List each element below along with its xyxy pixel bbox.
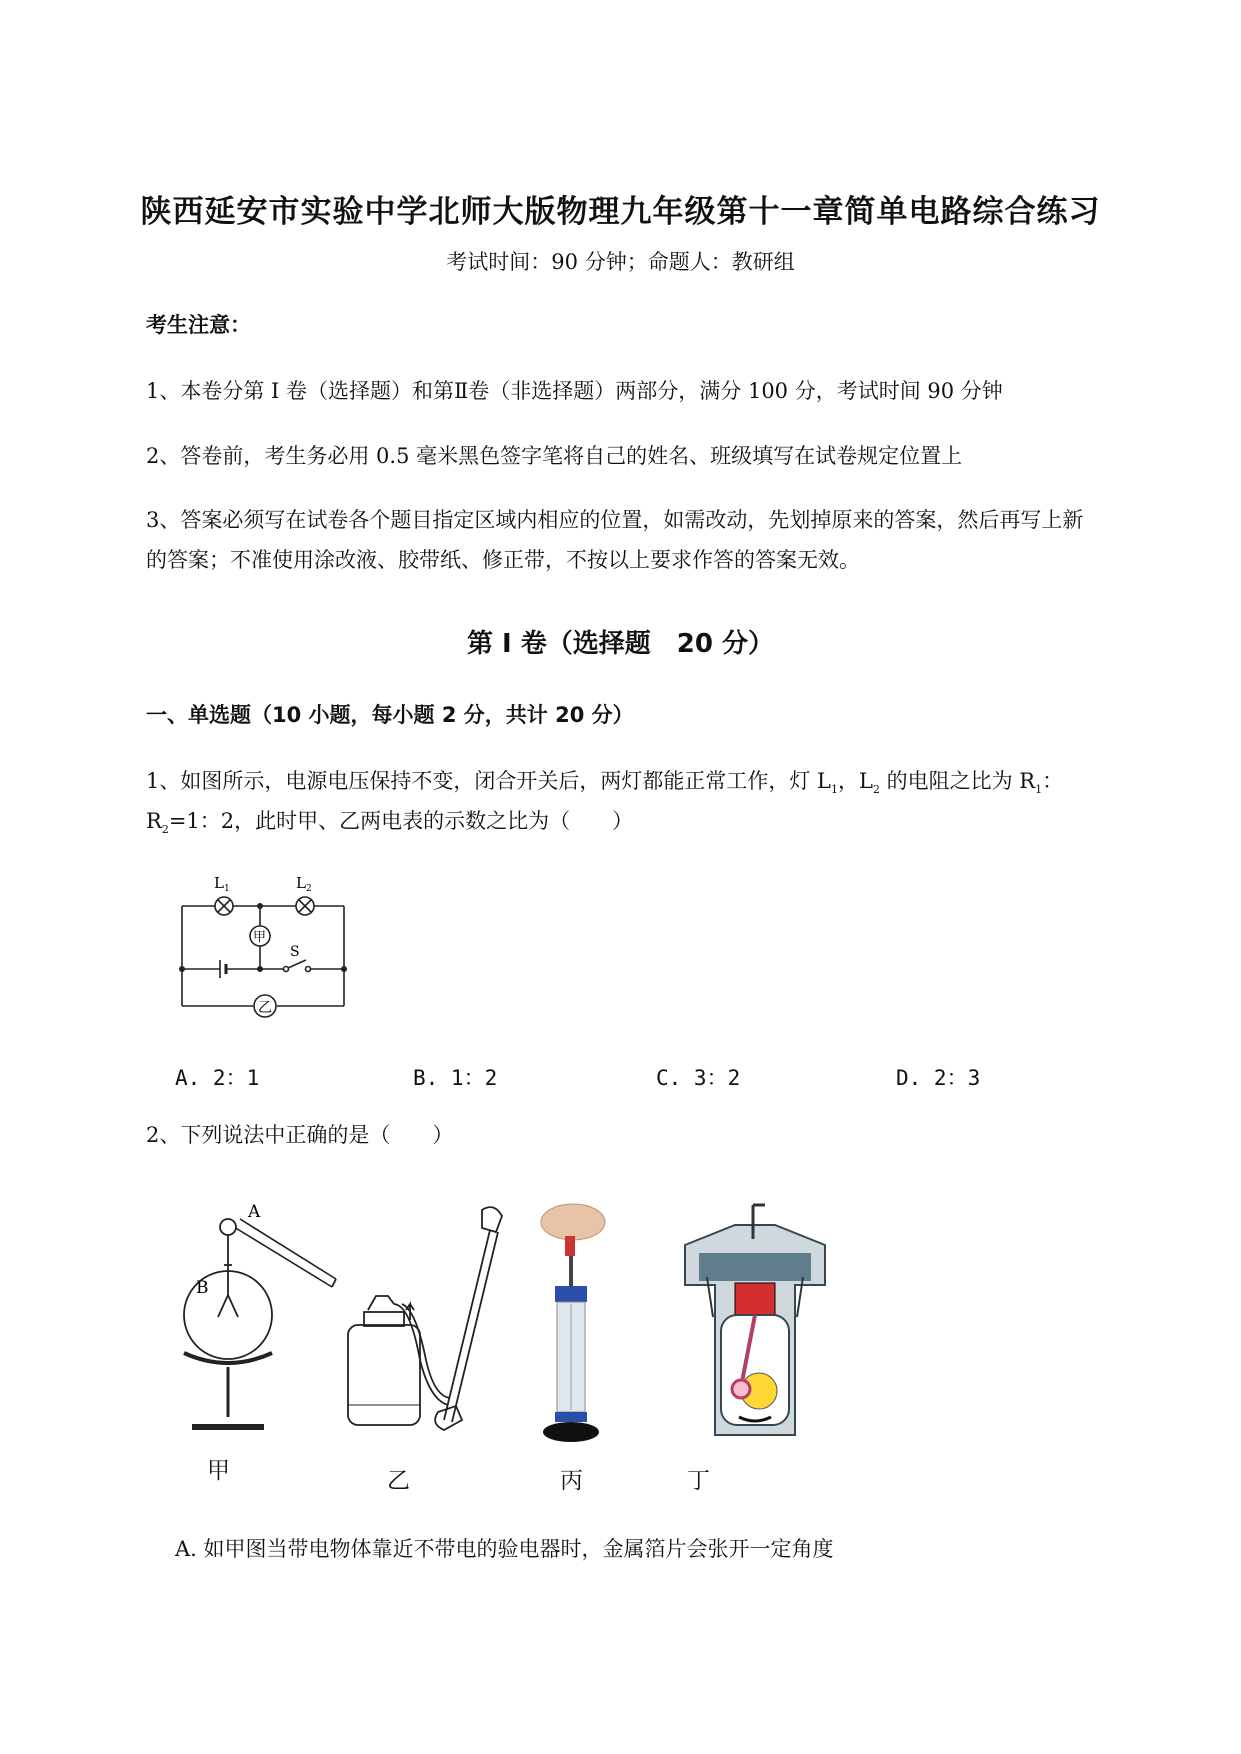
notice-heading: 考生注意： xyxy=(146,313,251,337)
meter-jia-label: 甲 xyxy=(253,930,267,945)
engine-cylinder-figure xyxy=(675,1195,835,1445)
part-title: 一、单选题（10 小题，每小题 2 分，共计 20 分） xyxy=(146,703,634,727)
page-title: 陕西延安市实验中学北师大版物理九年级第十一章简单电路综合练习 xyxy=(140,194,1101,230)
letter-A: A xyxy=(248,1202,261,1222)
option-1B: B. 1：2 xyxy=(413,1066,498,1090)
exam-info: 考试时间：90 分钟；命题人：教研组 xyxy=(446,250,795,274)
option-1C: C. 3：2 xyxy=(656,1066,741,1090)
circuit-diagram xyxy=(170,868,360,1018)
lamp-L1-label: $L_1$ xyxy=(214,874,230,894)
notice-item-3: 3、答案必须写在试卷各个题目指定区域内相应的位置，如需改动，先划掉原来的答案，然后再写上新 xyxy=(146,508,1084,532)
figure-label-jia: 甲 xyxy=(207,1458,230,1484)
option-2A: A. 如甲图当带电物体靠近不带电的验电器时，金属箔片会张开一定角度 xyxy=(175,1537,834,1561)
figure-label-yi: 乙 xyxy=(387,1468,410,1494)
meter-yi-label: 乙 xyxy=(258,1000,272,1016)
bottle-pump-figure xyxy=(340,1200,520,1450)
figure-label-ding: 丁 xyxy=(687,1468,710,1494)
option-1D: D. 2：3 xyxy=(896,1066,981,1090)
electroscope-figure xyxy=(178,1195,338,1435)
option-1A: A. 2：1 xyxy=(175,1066,260,1090)
fire-syringe-figure xyxy=(525,1200,645,1450)
section-title: 第 I 卷（选择题 20 分） xyxy=(466,629,774,659)
switch-label: S xyxy=(290,944,300,960)
question-1-line-1: 1、如图所示，电源电压保持不变，闭合开关后，两灯都能正常工作，灯 $L_1$，$L_2$ 的电阻之比为 $R_1$： xyxy=(146,769,1064,797)
notice-item-2: 2、答卷前，考生务必用 0.5 毫米黑色签字笔将自己的姓名、班级填写在试卷规定位置上 xyxy=(146,444,963,468)
notice-item-3-cont: 的答案；不准使用涂改液、胶带纸、修正带，不按以上要求作答的答案无效。 xyxy=(146,548,860,572)
figure-label-bing: 丙 xyxy=(560,1468,583,1494)
notice-item-1: 1、本卷分第 I 卷（选择题）和第Ⅱ卷（非选择题）两部分，满分 100 分，考试时间 90 分钟 xyxy=(146,379,1003,403)
question-2-stem: 2、下列说法中正确的是（ ） xyxy=(146,1123,454,1147)
lamp-L2-label: $L_2$ xyxy=(296,874,312,894)
letter-B: B xyxy=(196,1278,209,1298)
question-1-line-2: $R_2=1$：2，此时甲、乙两电表的示数之比为（ ） xyxy=(146,809,634,837)
